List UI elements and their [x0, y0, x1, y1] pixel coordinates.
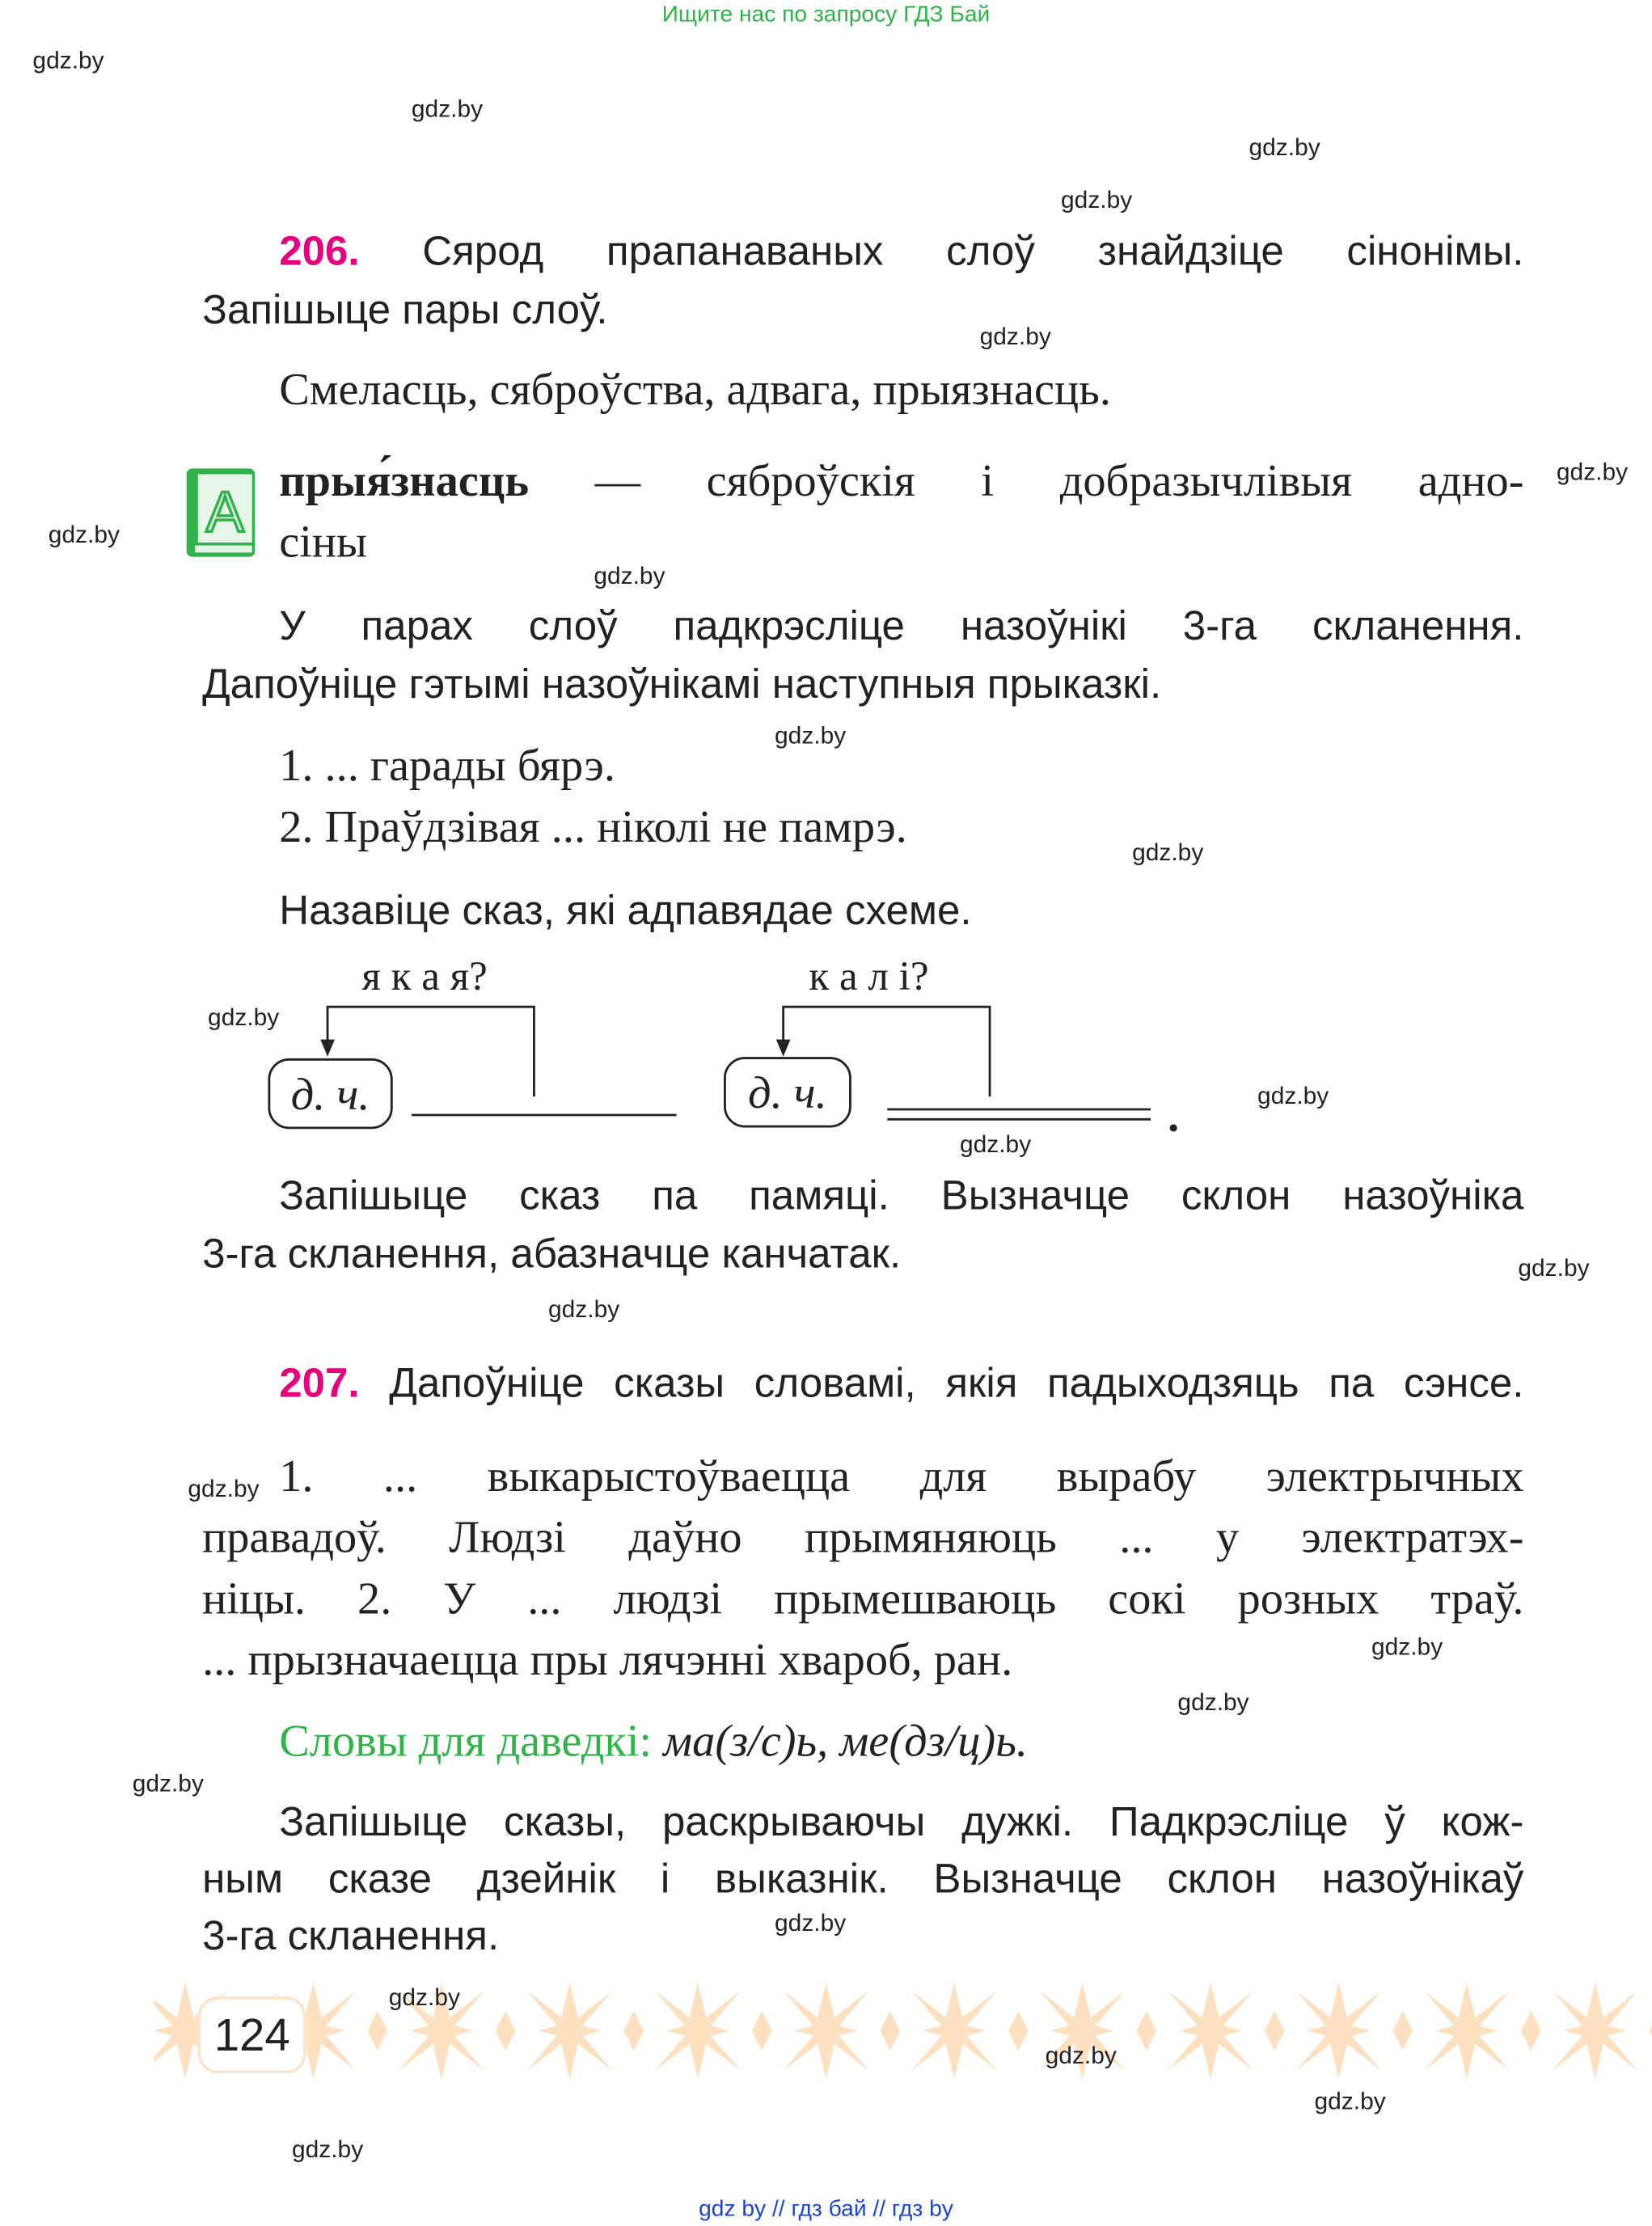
- ornament-diamond: [496, 2011, 516, 2051]
- watermark: gdz.by: [1177, 1688, 1249, 1717]
- ex206-task3: Назавіце сказ, які адпавядае схеме.: [279, 888, 972, 935]
- watermark: gdz.by: [547, 1295, 620, 1324]
- definition-line2: сіны: [279, 515, 367, 567]
- watermark: gdz.by: [32, 47, 104, 74]
- ornament-star: [527, 1983, 613, 2080]
- watermark: gdz.by: [291, 2135, 364, 2164]
- watermark: gdz.by: [959, 1130, 1032, 1158]
- hint-words: ма(з/с)ь, ме(дз/ц)ь.: [663, 1714, 1028, 1766]
- ex207-task-text: Дапоўніце сказы словамі, якія падыходзяць па сэнсе.: [389, 1361, 1524, 1408]
- hint-label: Словы для даведкі:: [279, 1714, 653, 1766]
- ex206-task-text: Сярод прапанаваных слоў знайдзіце сінонімы.: [422, 229, 1524, 275]
- watermark: gdz.by: [775, 1909, 847, 1937]
- ornament-diamond: [1392, 2011, 1413, 2051]
- ex206-task-line2: Запішыце пары слоў.: [202, 287, 608, 334]
- ex207-task2-line1: Запішыце сказы, раскрываючы дужкі. Падкрэсліце ў кож-: [279, 1800, 1524, 1846]
- ornament-star: [655, 1983, 741, 2080]
- ornament-diamond: [752, 2011, 772, 2051]
- watermark: gdz.by: [1132, 838, 1204, 866]
- scheme-question-2: к а л і?: [809, 954, 929, 1000]
- ex207-text-line3: ніцы. 2. У ... людзі прымешваюць сокі розных траў.: [202, 1572, 1524, 1624]
- scheme-box-1: д. ч.: [290, 1067, 370, 1120]
- watermark: gdz.by: [594, 562, 665, 590]
- ornament-star: [1553, 1983, 1638, 2080]
- ornament-diamond: [367, 2011, 387, 2051]
- ornament-diamond: [1136, 2011, 1156, 2051]
- ex207-task: [279, 1356, 1523, 1413]
- watermark: gdz.by: [411, 95, 484, 123]
- ex207-text-line1: 1. ... выкарыстоўваецца для вырабу электрычных: [279, 1449, 1524, 1502]
- scheme-period: .: [1168, 1089, 1180, 1141]
- ornament-diamond: [1649, 2011, 1652, 2051]
- watermark: gdz.by: [979, 323, 1051, 351]
- exercise-number-207: 207.: [279, 1361, 360, 1408]
- watermark: gdz.by: [208, 1003, 280, 1032]
- watermark: gdz.by: [1061, 186, 1133, 214]
- ex207-hint: [279, 1712, 1028, 1768]
- ornament-border: [154, 1979, 1652, 2082]
- ex206-words: Смеласць, сяброўства, адвага, прыязнасць.: [279, 363, 1111, 415]
- ex207-task2-line2: ным сказе дзейнік і выказнік. Вызначце склон назоўнікаў: [202, 1856, 1524, 1903]
- watermark: gdz.by: [1249, 133, 1320, 162]
- ex207-task2-line3: 3-га скланення.: [202, 1914, 500, 1960]
- watermark: gdz.by: [388, 1983, 460, 2011]
- scheme-box-2: д. ч.: [748, 1067, 827, 1118]
- ex206-task4-line2: 3-га скланення, абазначце канчатак.: [202, 1231, 902, 1278]
- ornament-star: [911, 1983, 997, 2080]
- definition-text: — сяброўскія і добразычлівыя адно-: [594, 454, 1524, 506]
- scheme-question-1: я к а я?: [361, 954, 488, 1000]
- proverb-2: 2. Праўдзівая ... ніколі не памрэ.: [279, 800, 907, 852]
- search-hint: Ищите нас по запросу ГДЗ Бай: [661, 2, 991, 27]
- icon-letter: А: [205, 479, 244, 543]
- watermark: gdz.by: [1314, 2087, 1386, 2115]
- ornament-diamond: [1008, 2011, 1029, 2051]
- definition-term: прыя́знасць: [279, 454, 530, 506]
- watermark: gdz.by: [1371, 1633, 1443, 1661]
- ex207-text-line2: правадоў. Людзі даўно прымяняюць ... у электратэх-: [202, 1510, 1524, 1563]
- ex206-task2-line2: Дапоўніце гэтымі назоўнікамі наступныя прыказкі.: [202, 661, 1162, 708]
- watermark: gdz.by: [1518, 1254, 1590, 1282]
- ornament-star: [784, 1983, 869, 2080]
- ornament-star: [1296, 1983, 1382, 2080]
- watermark: gdz.by: [1257, 1082, 1329, 1109]
- ex207-text-line4: ... прызначаецца пры лячэнні хвароб, ран.: [202, 1633, 1013, 1685]
- watermark: gdz.by: [1556, 458, 1629, 486]
- watermark: gdz.by: [188, 1475, 260, 1503]
- watermark: gdz.by: [132, 1770, 204, 1797]
- ornament-diamond: [1265, 2011, 1285, 2051]
- ex206-task4-line1: Запішыце сказ па памяці. Вызначце склон назоўніка: [279, 1173, 1524, 1219]
- ornament-diamond: [880, 2011, 900, 2051]
- watermark: gdz.by: [775, 721, 847, 750]
- ornament-star: [1168, 1983, 1253, 2080]
- watermark: gdz.by: [48, 521, 120, 549]
- ornament-star: [1424, 1983, 1510, 2080]
- proverb-1: 1. ... гарады бярэ.: [279, 739, 615, 791]
- watermark: gdz.by: [1045, 2042, 1117, 2070]
- footer-links[interactable]: gdz by // гдз бай // гдз by: [699, 2197, 953, 2222]
- ex206-task2-line1: У парах слоў падкрэсліце назоўнікі 3-га скланення.: [279, 603, 1524, 650]
- exercise-number-206: 206.: [279, 229, 360, 275]
- ornament-diamond: [1521, 2011, 1541, 2051]
- ornament-diamond: [623, 2011, 644, 2051]
- page-number: 124: [198, 1996, 306, 2073]
